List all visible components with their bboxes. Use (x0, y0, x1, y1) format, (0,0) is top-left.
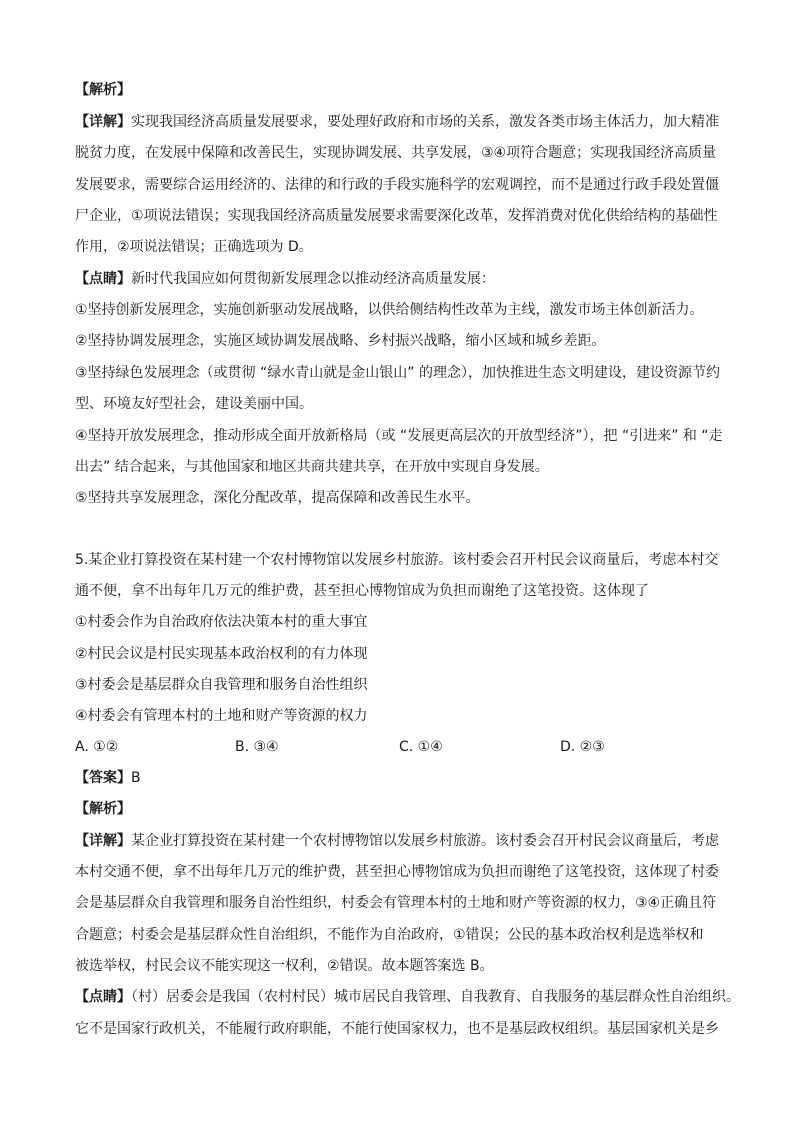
tip-point-line: ④坚持开放发展理念，推动形成全面开放新格局（或 “发展更高层次的开放型经济”），把 “引进来” 和 “走 (75, 428, 723, 444)
tip-paragraph-line: 它不是国家行政机关，不能履行政府职能，不能行使国家权力，也不是基层政权组织。基层国家机关是乡 (75, 1021, 719, 1037)
analysis-heading (75, 799, 131, 819)
tip-point-line: ⑤坚持共享发展理念，深化分配改革，提高保障和改善民生水平。 (75, 490, 480, 506)
answer-label: 【答案】 (75, 770, 131, 786)
tip-label: 【点睛】 (75, 271, 131, 287)
detail-label: 【详解】 (75, 114, 131, 130)
statement-item: ④村委会有管理本村的土地和财产等资源的权力 (75, 708, 368, 724)
option-a: A. ①② (75, 739, 119, 755)
detail-paragraph-line (75, 112, 719, 132)
detail-text: 某企业打算投资在某村建一个农村博物馆以发展乡村旅游。该村委会召开村民会议商量后，考虑 (131, 833, 719, 849)
detail-paragraph-line (75, 831, 719, 851)
answer-options (75, 737, 715, 757)
answer-value: B (131, 770, 141, 786)
detail-paragraph-line: 会是基层群众自我管理和服务自治性组织，村委会有管理本村的土地和财产等资源的权力，③④正确且符 (75, 895, 717, 911)
option-d: D. ②③ (560, 739, 605, 755)
analysis-label: 【解析】 (75, 82, 131, 98)
detail-paragraph-line: 脱贫力度，在发展中保障和改善民生，实现协调发展、共享发展，③④项符合题意；实现我国经济高质量 (75, 145, 717, 161)
option-c: C. ①④ (399, 739, 443, 755)
question-stem-line: 5.某企业打算投资在某村建一个农村博物馆以发展乡村旅游。该村委会召开村民会议商量后，考虑本村交 (75, 552, 719, 568)
statement-item: ①村委会作为自治政府依法决策本村的重大事宜 (75, 614, 368, 630)
detail-paragraph-line: 发展要求，需要综合运用经济的、法律的和行政的手段实施科学的宏观调控，而不是通过行政手段处置僵 (75, 177, 719, 193)
detail-paragraph-line: 被选举权，村民会议不能实现这一权利，②错误。故本题答案选 B。 (75, 958, 494, 974)
detail-paragraph-line: 本村交通不便，拿不出每年几万元的维护费，甚至担心博物馆成为负担而谢绝了这笔投资，这体现了村委 (75, 864, 719, 880)
analysis-heading (75, 80, 131, 100)
tip-point-line: ①坚持创新发展理念，实施创新驱动发展战略，以供给侧结构性改革为主线，激发市场主体创新活力。 (75, 302, 704, 318)
tip-paragraph-line (75, 987, 740, 1007)
statement-item: ②村民会议是村民实现基本政治权利的有力体现 (75, 646, 368, 662)
tip-label: 【点睛】 (75, 989, 131, 1005)
detail-text: 实现我国经济高质量发展要求，要处理好政府和市场的关系，激发各类市场主体活力，加大精准 (131, 114, 719, 130)
tip-point-line: 出去” 结合起来，与其他国家和地区共商共建共享，在开放中实现自身发展。 (75, 459, 549, 475)
statement-item: ③村委会是基层群众自我管理和服务自治性组织 (75, 677, 368, 693)
detail-label: 【详解】 (75, 833, 131, 849)
tip-point-line: ②坚持协调发展理念，实施区域协调发展战略、乡村振兴战略，缩小区域和城乡差距。 (75, 333, 606, 349)
answer-line (75, 768, 141, 788)
option-b: B. ③④ (235, 739, 279, 755)
tip-paragraph-line (75, 269, 495, 289)
tip-point-line: ③坚持绿色发展理念（或贯彻 “绿水青山就是金山银山” 的理念），加快推进生态文明建设，建设资源节约 (75, 365, 720, 381)
tip-point-line: 型、环境友好型社会，建设美丽中国。 (75, 396, 313, 412)
detail-paragraph-line: 尸企业，①项说法错误；实现我国经济高质量发展要求需要深化改革，发挥消费对优化供给结构的基础性 (75, 208, 718, 224)
question-stem-line: 通不便，拿不出每年几万元的维护费，甚至担心博物馆成为负担而谢绝了这笔投资。这体现了 (75, 583, 649, 599)
tip-intro: 新时代我国应如何贯彻新发展理念以推动经济高质量发展： (131, 271, 495, 287)
detail-paragraph-line: 合题意；村委会是基层群众性自治组织，不能作为自治政府，①错误；公民的基本政治权利是选举权和 (75, 927, 704, 943)
detail-paragraph-line: 作用，②项说法错误；正确选项为 D。 (75, 239, 313, 255)
tip-text: （村）居委会是我国（农村村民）城市居民自我管理、自我教育、自我服务的基层群众性自治组织。 (131, 989, 740, 1005)
analysis-label: 【解析】 (75, 801, 131, 817)
